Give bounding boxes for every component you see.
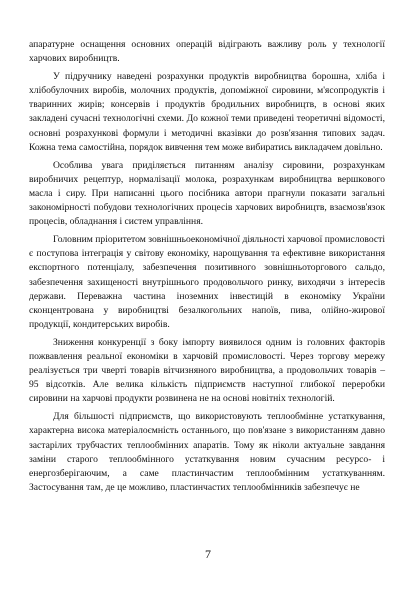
paragraph-import-competition: Зниження конкуренції з боку імпорту виявилося одним із головних факторів пожвавлення реальної економіки в харчовій промисловості. Через торгову мережу реалізується три чверті товарів вітчизняного виробництва, а продовольчих товарів – 95 відсотків. Але велика кількість підприємств наступної глибокої переробки сировини на харчові продукти розвинена не на основі новітніх технологій. — [29, 336, 385, 405]
page-number: 7 — [205, 547, 211, 561]
paragraph-foreign-economic-priority: Головним пріоритетом зовнішньоекономічної діяльності харчової промисловості є поступова інтеграція у світову економіку, нарощування та ефективне використання експортного потенціалу, забезпечення позитивного зовнішньоторгового сальдо, забезпечення захищеності внутрішнього продовольчого ринку, виходячи з інтересів держави. Переважна частина іноземних інвестицій в економіку України сконцентрована у виробництві безалкогольних напоїв, пива, олійно-жирової продукції, кондитерських виробів. — [29, 234, 385, 330]
paragraph-special-attention: Особлива увага приділяється питанням аналізу сировини, розрахункам виробничих рецептур, нормалізації молока, розрахункам виробництва вершкового масла і сиру. При написанні цього посібника автори прагнули показати загальні закономірності побудови технологічних процесів харчових виробництв, взаємозв'язок процесів, обладнання і систем управління. — [29, 159, 385, 228]
paragraph-heat-exchange-equipment: Для більшості підприємств, що використовують теплообмінне устаткування, характерна висока матеріалоємність останнього, що пов'язане з використанням давно застарілих трубчастих теплообмінних апаратів. Тому як ніколи актуальне завдання заміни старого теплообмінного устаткування новим сучасним ресурсо- і енергозберігаючим, а саме пластинчастим теплообмінним устаткуванням. Застосування там, де це можливо, пластинчастих теплообмінників забезпечує не — [29, 411, 385, 493]
paragraph-textbook-contents: У підручнику наведені розрахунки продуктів виробництва борошна, хліба і хлібобулочних виробів, молочних продуктів, допоміжної сировини, м'ясопродуктів і тваринних жирів; консервів і продуктів бродильних виробництв, в основі яких закладені сучасні технологічні схеми. До кожної теми приведені теоретичні відомості, основні розрахункові формули і методичні вказівки до розв'язання типових задач. Кожна тема самостійна, порядок вивчення тем може вибиратись викладачем довільно. — [29, 71, 385, 153]
page-body — [29, 38, 385, 499]
paragraph-continuation: апаратурне оснащення основних операцій відіграють важливу роль у технології харчових виробництв. — [29, 39, 385, 65]
